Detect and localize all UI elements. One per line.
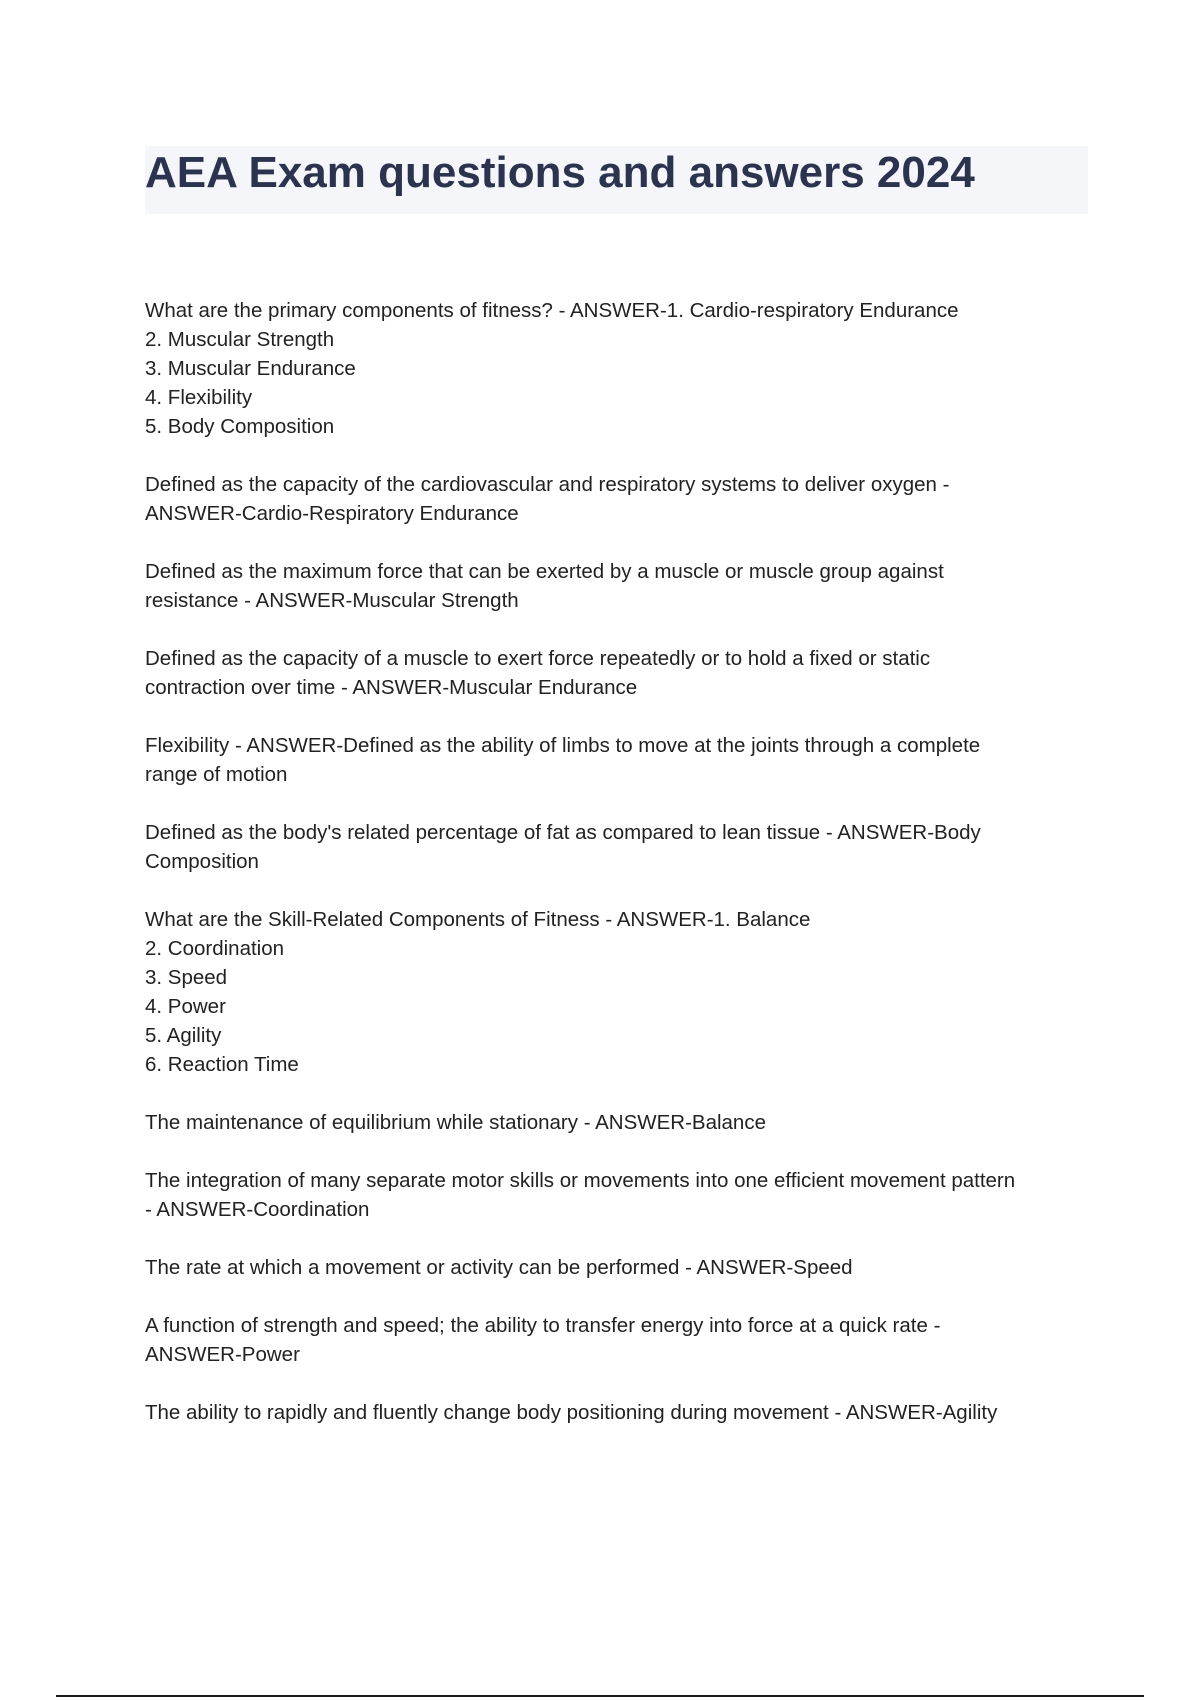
qa-line: range of motion [145, 763, 288, 786]
qa-line: resistance - ANSWER-Muscular Strength [145, 589, 519, 612]
qa-line: - ANSWER-Coordination [145, 1198, 370, 1221]
qa-line: The integration of many separate motor skills or movements into one efficient movement pattern [145, 1169, 1016, 1192]
qa-entry [145, 1166, 1095, 1224]
qa-entry [145, 1398, 1095, 1427]
qa-line: The rate at which a movement or activity can be performed - ANSWER-Speed [145, 1256, 853, 1279]
qa-line: Flexibility - ANSWER-Defined as the ability of limbs to move at the joints through a complete [145, 734, 981, 757]
qa-line: Defined as the capacity of a muscle to exert force repeatedly or to hold a fixed or static [145, 647, 931, 670]
qa-line: What are the Skill-Related Components of Fitness - ANSWER-1. Balance [145, 908, 811, 931]
footer-divider [56, 1695, 1144, 1697]
qa-list [145, 296, 1095, 1456]
qa-entry [145, 1253, 1095, 1282]
qa-entry [145, 644, 1095, 702]
qa-line: 3. Speed [145, 966, 228, 989]
qa-entry [145, 557, 1095, 615]
qa-line: ANSWER-Cardio-Respiratory Endurance [145, 502, 519, 525]
qa-line: 6. Reaction Time [145, 1053, 299, 1076]
qa-line: 2. Muscular Strength [145, 328, 335, 351]
qa-line: 5. Body Composition [145, 415, 335, 438]
qa-line: A function of strength and speed; the ability to transfer energy into force at a quick rate - [145, 1314, 941, 1337]
qa-entry [145, 470, 1095, 528]
qa-line: What are the primary components of fitness? - ANSWER-1. Cardio-respiratory Endurance [145, 299, 959, 322]
qa-entry [145, 731, 1095, 789]
document-title: AEA Exam questions and answers 2024 [145, 148, 975, 197]
qa-line: 4. Flexibility [145, 386, 253, 409]
qa-entry [145, 296, 1095, 441]
qa-entry [145, 905, 1095, 1079]
qa-line: The ability to rapidly and fluently change body positioning during movement - ANSWER-Agility [145, 1401, 998, 1424]
qa-line: Defined as the maximum force that can be exerted by a muscle or muscle group against [145, 560, 944, 583]
qa-line: Defined as the capacity of the cardiovascular and respiratory systems to deliver oxygen - [145, 473, 950, 496]
qa-line: 5. Agility [145, 1024, 222, 1047]
qa-entry [145, 818, 1095, 876]
qa-line: Defined as the body's related percentage of fat as compared to lean tissue - ANSWER-Body [145, 821, 981, 844]
qa-line: contraction over time - ANSWER-Muscular Endurance [145, 676, 638, 699]
qa-line: Composition [145, 850, 259, 873]
qa-line: 4. Power [145, 995, 226, 1018]
qa-entry [145, 1108, 1095, 1137]
qa-line: 2. Coordination [145, 937, 285, 960]
qa-line: ANSWER-Power [145, 1343, 300, 1366]
qa-line: 3. Muscular Endurance [145, 357, 356, 380]
qa-line: The maintenance of equilibrium while stationary - ANSWER-Balance [145, 1111, 766, 1134]
qa-entry [145, 1311, 1095, 1369]
